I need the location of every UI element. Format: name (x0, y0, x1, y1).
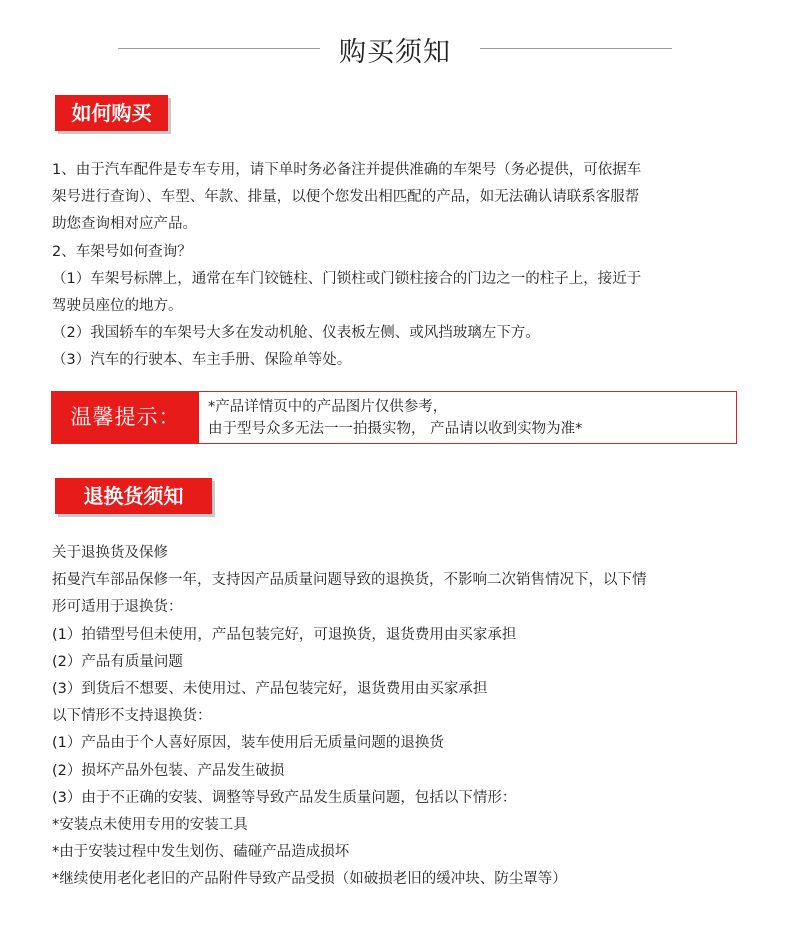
text-line: 拓曼汽车部品保修一年，支持因产品质量问题导致的退换货，不影响二次销售情况下，以下情 (52, 572, 647, 589)
text-line: (2）产品有质量问题 (52, 653, 183, 670)
notice-box (51, 391, 737, 444)
text-line: (1）拍错型号但未使用，产品包装完好，可退换货，退货费用由买家承担 (52, 626, 517, 643)
text-line: 架号进行查询）、车型、年款、排量，以便个您发出相匹配的产品，如无法确认请联系客服帮 (52, 189, 640, 206)
text-line: (1）产品由于个人喜好原因，装车使用后无质量问题的退换货 (52, 735, 444, 752)
text-line: 关于退换货及保修 (52, 545, 168, 561)
notice-text (208, 396, 582, 440)
text-line: *由于安装过程中发生划伤、磕碰产品造成损坏 (52, 844, 350, 861)
text-line: *继续使用老化老旧的产品附件导致产品受损（如破损老旧的缓冲块、防尘罩等） (52, 871, 567, 888)
notice-line: 由于型号众多无法一一拍摄实物， 产品请以收到实物为准* (208, 421, 583, 437)
text-line: (3）到货后不想要、未使用过、产品包装完好，退货费用由买家承担 (52, 681, 488, 698)
notice-label: 温馨提示： (52, 392, 199, 443)
title-divider-right (480, 48, 672, 49)
page-title: 购买须知 (339, 37, 451, 68)
text-line: 1、由于汽车配件是专车专用，请下单时务必备注并提供准确的车架号（务必提供，可依据车 (52, 162, 642, 178)
text-line: （1）车架号标牌上，通常在车门铰链柱、门锁柱或门锁柱接合的门边之一的柱子上，接近于 (52, 270, 642, 287)
section-returns-label: 退换货须知 (55, 478, 212, 514)
text-line: (2）损坏产品外包装、产品发生破损 (52, 762, 285, 779)
text-line: 驾驶员座位的地方。 (52, 298, 183, 315)
text-line: 2、车架号如何查询？ (52, 243, 192, 260)
text-line: (3）由于不正确的安装、调整等导致产品发生质量问题，包括以下情形： (52, 789, 517, 806)
section-how-to-buy-label: 如何购买 (55, 95, 168, 131)
text-line: （2）我国轿车的车架号大多在发动机舱、仪表板左侧、或风挡玻璃左下方。 (52, 325, 540, 342)
text-line: 形可适用于退换货： (52, 599, 183, 616)
text-line: *安装点未使用专用的安装工具 (52, 817, 248, 834)
text-line: 以下情形不支持退换货： (52, 708, 212, 725)
text-line: 助您查询相对应产品。 (52, 216, 197, 233)
notice-line: *产品详情页中的产品图片仅供参考， (208, 399, 448, 415)
returns-text (52, 540, 647, 894)
how-to-buy-text (52, 157, 641, 375)
text-line: （3）汽车的行驶本、车主手册、保险单等处。 (52, 352, 352, 369)
title-row (0, 28, 790, 68)
